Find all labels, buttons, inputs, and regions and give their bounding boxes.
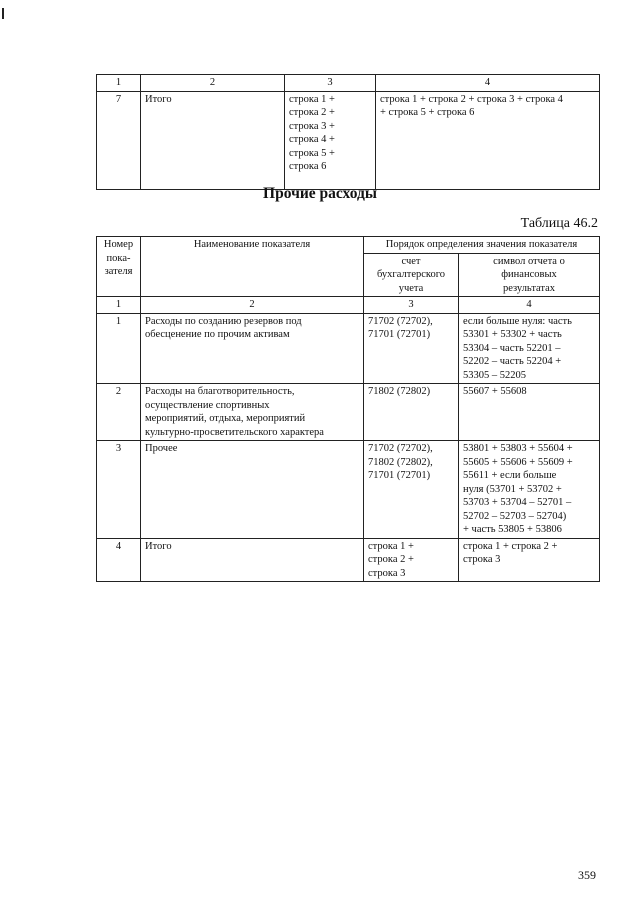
row-symbol [459, 384, 600, 441]
col-number-1: 1 [97, 75, 141, 92]
text-line: 53305 – 52205 [463, 369, 526, 381]
table-row [97, 441, 600, 539]
text-line: Расходы на благотворительность, [145, 386, 295, 397]
text-line: символ отчета о [493, 255, 565, 267]
col-number-1: 1 [97, 297, 141, 314]
text-line: 53801 + 53803 + 55604 + [463, 443, 573, 454]
header-account [364, 253, 459, 297]
text-line: строка 1 + [368, 540, 414, 552]
row-name [141, 384, 364, 441]
text-line: строка 4 + [289, 134, 335, 145]
text-line: строка 5 + [289, 147, 335, 159]
text-line: если больше нуля: часть [463, 315, 572, 327]
text-line: 53304 – часть 52201 – [463, 342, 561, 354]
text-line: Прочее [145, 443, 178, 454]
text-line: финансовых [501, 269, 557, 280]
text-line: Итого [145, 540, 172, 552]
text-line: 52202 – часть 52204 + [463, 356, 562, 367]
text-line: 55611 + если больше [463, 470, 557, 481]
text-line: результатах [502, 282, 556, 294]
text-line: + часть 53805 + 53806 [463, 524, 562, 535]
text-line: Расходы по созданию резервов под [145, 315, 302, 327]
column-number-row [97, 75, 600, 92]
col-number-2: 2 [141, 297, 364, 314]
row-symbol [376, 91, 600, 189]
text-line: + строка 5 + строка 6 [380, 107, 475, 118]
section-heading: Прочие расходы [263, 185, 377, 202]
table-row [97, 91, 600, 189]
text-line: счет [401, 255, 421, 267]
text-line: 71701 (72701) [368, 470, 431, 481]
row-number: 2 [97, 384, 141, 441]
text-line: 52702 – 52703 – 52704) [463, 510, 567, 522]
col-number-4: 4 [459, 297, 600, 314]
text-line: 55605 + 55606 + 55609 + [463, 456, 573, 468]
row-number: 1 [97, 313, 141, 384]
row-name [141, 538, 364, 582]
text-line: строка 3 + [289, 120, 335, 132]
expenses-table [96, 236, 600, 582]
page-number: 359 [578, 868, 596, 882]
text-line: нуля (53701 + 53702 + [463, 483, 562, 495]
row-symbol [459, 441, 600, 539]
text-line: 71702 (72702), [368, 443, 433, 454]
text-line: строка 1 + [289, 93, 335, 105]
row-symbol [459, 313, 600, 384]
table-row [97, 384, 600, 441]
row-number: 7 [97, 91, 141, 189]
text-line: 53703 + 53704 – 52701 – [463, 497, 572, 508]
row-number: 3 [97, 441, 141, 539]
col-number-3: 3 [364, 297, 459, 314]
text-line: строка 6 [289, 161, 327, 172]
header-row [97, 237, 600, 254]
text-line: осуществление спортивных [145, 399, 270, 411]
header-number [97, 237, 141, 297]
text-line: строка 3 [463, 554, 501, 565]
col-number-3: 3 [285, 75, 376, 92]
text-line: Номер [103, 239, 134, 250]
header-order: Порядок определения значения показателя [364, 237, 600, 254]
col-number-2: 2 [141, 75, 285, 92]
row-account [364, 538, 459, 582]
text-line: 55607 + 55608 [463, 386, 527, 397]
table-row [97, 538, 600, 582]
row-name: Итого [141, 91, 285, 189]
text-line: строка 2 + [289, 107, 335, 118]
row-account [364, 384, 459, 441]
text-line: бухгалтерского [376, 269, 445, 280]
text-line: обесценение по прочим активам [145, 329, 290, 340]
text-line: пока- [106, 252, 131, 264]
row-number: 4 [97, 538, 141, 582]
text-line: зателя [104, 266, 133, 277]
text-line: 71702 (72702), [368, 315, 433, 327]
table-caption: Таблица 46.2 [520, 216, 598, 231]
column-number-row [97, 297, 600, 314]
text-line: строка 3 [368, 567, 406, 579]
header-symbol [459, 253, 600, 297]
row-account [364, 313, 459, 384]
row-account [285, 91, 376, 189]
text-line: 53301 + 53302 + часть [463, 329, 562, 340]
margin-mark [2, 8, 4, 19]
text-line: мероприятий, отдыха, мероприятий [145, 413, 306, 424]
text-line: культурно-просветительского характера [145, 426, 324, 438]
text-line: 71701 (72701) [368, 329, 431, 340]
row-account [364, 441, 459, 539]
text-line: строка 1 + строка 2 + строка 3 + строка 4 [380, 93, 563, 105]
text-line: строка 1 + строка 2 + [463, 540, 558, 552]
text-line: учета [398, 282, 424, 294]
text-line: строка 2 + [368, 554, 414, 565]
row-name [141, 313, 364, 384]
text-line: 71802 (72802), [368, 456, 433, 468]
table-row [97, 313, 600, 384]
continuation-table [96, 74, 600, 190]
header-name: Наименование показателя [141, 237, 364, 297]
col-number-4: 4 [376, 75, 600, 92]
text-line: 71802 (72802) [368, 386, 431, 397]
row-symbol [459, 538, 600, 582]
row-name [141, 441, 364, 539]
